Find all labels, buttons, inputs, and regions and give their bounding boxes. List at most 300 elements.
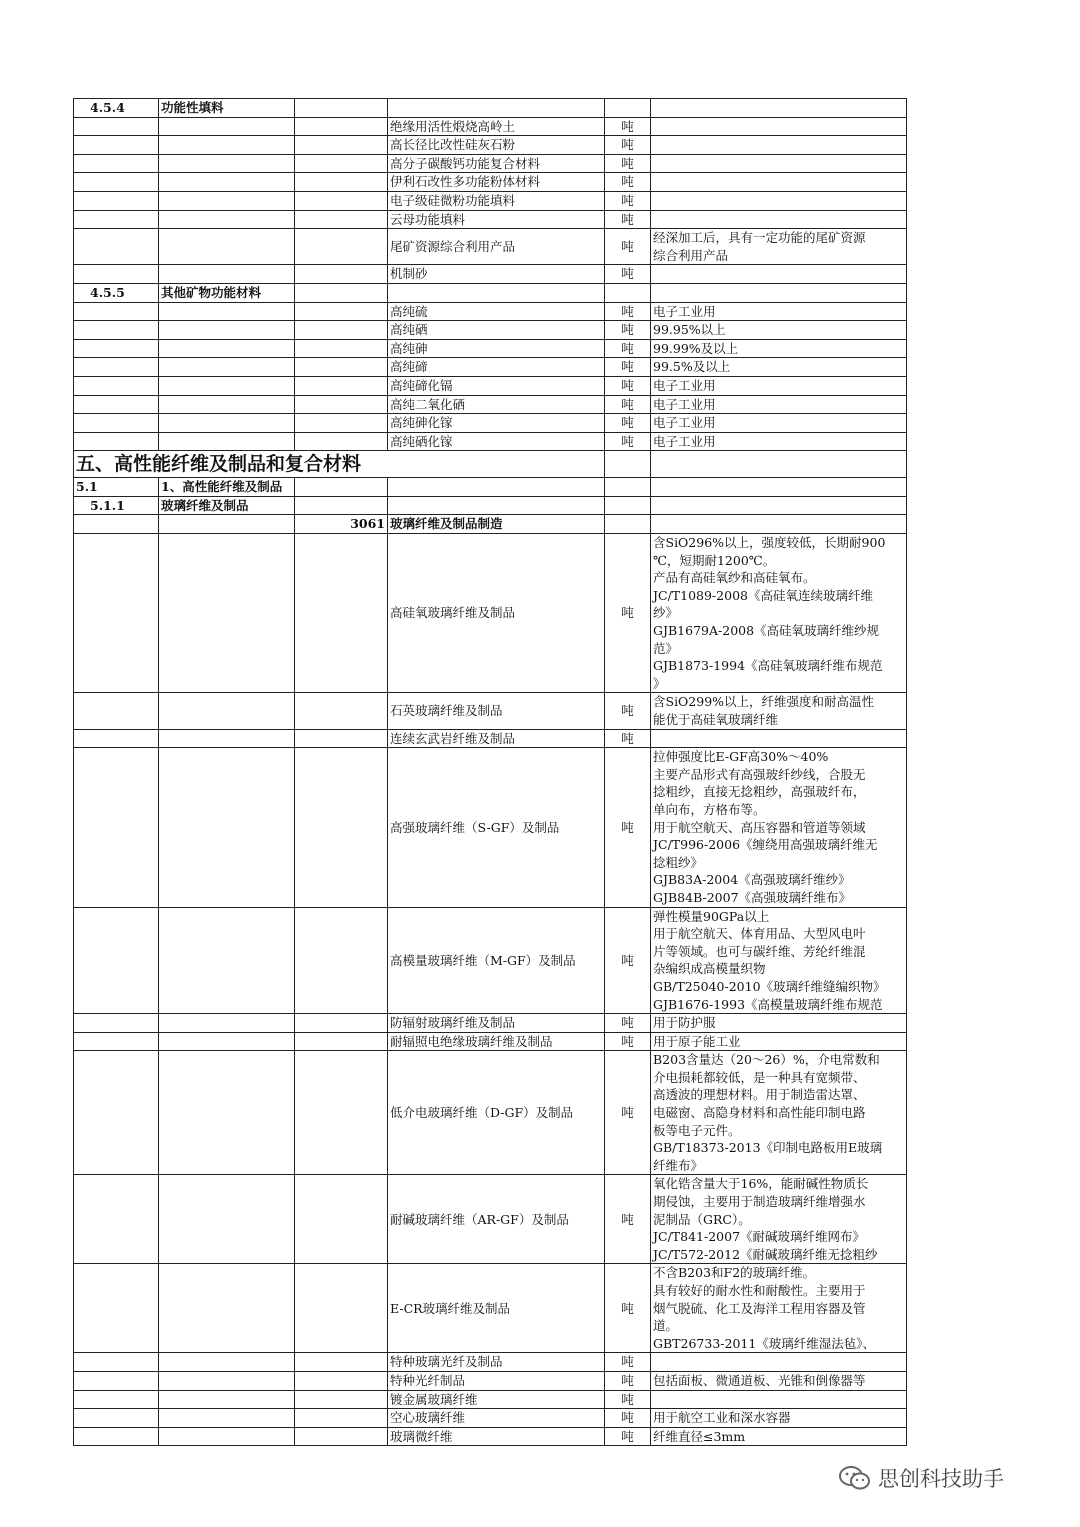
empty-cell bbox=[74, 136, 159, 155]
note-line: 道。 bbox=[653, 1318, 679, 1334]
note-line: GB/T18373-2013《印制电路板用E玻璃 bbox=[653, 1140, 883, 1156]
empty-cell bbox=[295, 1032, 388, 1051]
table-row bbox=[74, 1014, 907, 1033]
unit: 吨 bbox=[605, 339, 651, 358]
empty-cell bbox=[74, 210, 159, 229]
section-code: 5.1 bbox=[74, 478, 159, 497]
unit: 吨 bbox=[605, 229, 651, 265]
empty-cell bbox=[295, 496, 388, 515]
product-name: 电子级硅微粉功能填料 bbox=[388, 191, 605, 210]
unit: 吨 bbox=[605, 907, 651, 1014]
empty-cell bbox=[74, 117, 159, 136]
empty-cell bbox=[295, 1371, 388, 1390]
note-line: 电子工业用 bbox=[653, 415, 716, 431]
unit: 吨 bbox=[605, 358, 651, 377]
empty-cell bbox=[295, 376, 388, 395]
empty-cell bbox=[159, 1014, 295, 1033]
product-name: 绝缘用活性煅烧高岭土 bbox=[388, 117, 605, 136]
industry-code: 3061 bbox=[295, 515, 388, 534]
empty-cell bbox=[74, 1014, 159, 1033]
table-row bbox=[74, 321, 907, 340]
note-line: JC/T1089-2008《高硅氧连续玻璃纤维 bbox=[653, 587, 873, 603]
empty-cell bbox=[74, 1051, 159, 1175]
note-line: 产品有高硅氧纱和高硅氧布。 bbox=[653, 570, 816, 586]
note-line: 烟气脱硫、化工及海洋工程用容器及管 bbox=[653, 1300, 866, 1316]
empty-cell bbox=[74, 191, 159, 210]
empty-cell bbox=[159, 302, 295, 321]
unit: 吨 bbox=[605, 1032, 651, 1051]
product-name: 镀金属玻璃纤维 bbox=[388, 1390, 605, 1409]
empty-cell bbox=[295, 1175, 388, 1264]
note-line: GJB84B-2007《高强玻璃纤维布》 bbox=[653, 889, 852, 905]
table-row bbox=[74, 376, 907, 395]
note-cell bbox=[651, 1264, 907, 1353]
note-line: 弹性模量90GPa以上 bbox=[653, 908, 770, 924]
section-name: 玻璃纤维及制品 bbox=[159, 496, 295, 515]
note-cell bbox=[651, 748, 907, 907]
note-cell bbox=[651, 1032, 907, 1051]
empty-cell bbox=[388, 496, 605, 515]
empty-cell bbox=[295, 748, 388, 907]
note-line: 综合利用产品 bbox=[653, 247, 729, 263]
empty-cell bbox=[74, 376, 159, 395]
table-row bbox=[74, 748, 907, 907]
empty-cell bbox=[74, 1390, 159, 1409]
unit: 吨 bbox=[605, 432, 651, 451]
note-line: 电子工业用 bbox=[653, 377, 716, 393]
note-cell bbox=[651, 534, 907, 693]
section-code: 5.1.1 bbox=[74, 496, 159, 515]
note-cell bbox=[651, 154, 907, 173]
empty-cell bbox=[295, 339, 388, 358]
note-cell bbox=[651, 229, 907, 265]
empty-cell bbox=[74, 414, 159, 433]
note-line: 捻粗纱》 bbox=[653, 854, 704, 870]
empty-cell bbox=[651, 451, 907, 478]
watermark bbox=[838, 1463, 1004, 1493]
empty-cell bbox=[295, 693, 388, 729]
note-cell bbox=[651, 302, 907, 321]
note-cell bbox=[651, 173, 907, 192]
section-name: 1、高性能纤维及制品 bbox=[159, 478, 295, 497]
note-line: 经深加工后，具有一定功能的尾矿资源 bbox=[653, 230, 866, 246]
empty-cell bbox=[159, 1390, 295, 1409]
table-row bbox=[74, 515, 907, 534]
product-name: 高模量玻璃纤维（M-GF）及制品 bbox=[388, 907, 605, 1014]
unit: 吨 bbox=[605, 693, 651, 729]
note-line: 用于原子能工业 bbox=[653, 1033, 741, 1049]
note-line: 包括面板、微通道板、光锥和倒像器等 bbox=[653, 1372, 866, 1388]
product-name: 特种玻璃光纤及制品 bbox=[388, 1353, 605, 1372]
unit: 吨 bbox=[605, 117, 651, 136]
note-line: GJB1679A-2008《高硅氧玻璃纤维纱规 bbox=[653, 623, 880, 639]
note-line: JC/T572-2012《耐碱玻璃纤维无捻粗纱 bbox=[653, 1246, 878, 1262]
note-cell bbox=[651, 339, 907, 358]
unit: 吨 bbox=[605, 154, 651, 173]
empty-cell bbox=[651, 515, 907, 534]
empty-cell bbox=[605, 478, 651, 497]
product-name: 尾矿资源综合利用产品 bbox=[388, 229, 605, 265]
note-cell bbox=[651, 117, 907, 136]
empty-cell bbox=[605, 283, 651, 302]
note-cell bbox=[651, 729, 907, 748]
watermark-text: 思创科技助手 bbox=[878, 1467, 1004, 1491]
empty-cell bbox=[605, 99, 651, 118]
note-line: 》 bbox=[653, 675, 666, 691]
note-line: 电子工业用 bbox=[653, 433, 716, 449]
table-row bbox=[74, 395, 907, 414]
product-name: 高硅氧玻璃纤维及制品 bbox=[388, 534, 605, 693]
empty-cell bbox=[159, 1353, 295, 1372]
empty-cell bbox=[295, 117, 388, 136]
unit: 吨 bbox=[605, 729, 651, 748]
note-line: 含SiO299%以上，纤维强度和耐高温性 bbox=[653, 694, 875, 710]
note-line: 拉伸强度比E-GF高30%～40% bbox=[653, 749, 829, 765]
note-line: 不含B203和F2的玻璃纤维。 bbox=[653, 1265, 816, 1281]
note-line: 99.95%以上 bbox=[653, 322, 726, 338]
empty-cell bbox=[388, 99, 605, 118]
empty-cell bbox=[159, 395, 295, 414]
empty-cell bbox=[651, 496, 907, 515]
note-cell bbox=[651, 210, 907, 229]
note-line: ℃，短期耐1200℃。 bbox=[653, 552, 776, 568]
empty-cell bbox=[74, 729, 159, 748]
product-name: 低介电玻璃纤维（D-GF）及制品 bbox=[388, 1051, 605, 1175]
empty-cell bbox=[74, 693, 159, 729]
unit: 吨 bbox=[605, 136, 651, 155]
product-name: 高强玻璃纤维（S-GF）及制品 bbox=[388, 748, 605, 907]
note-line: 用于防护服 bbox=[653, 1015, 716, 1031]
table-row bbox=[74, 1175, 907, 1264]
unit: 吨 bbox=[605, 395, 651, 414]
empty-cell bbox=[74, 1371, 159, 1390]
table-row bbox=[74, 1390, 907, 1409]
note-cell bbox=[651, 1390, 907, 1409]
note-line: 纤维布》 bbox=[653, 1157, 704, 1173]
empty-cell bbox=[605, 515, 651, 534]
empty-cell bbox=[295, 1427, 388, 1446]
empty-cell bbox=[605, 496, 651, 515]
note-line: 纤维直径≤3mm bbox=[653, 1428, 746, 1444]
unit: 吨 bbox=[605, 1390, 651, 1409]
empty-cell bbox=[74, 748, 159, 907]
product-name: 高分子碳酸钙功能复合材料 bbox=[388, 154, 605, 173]
empty-cell bbox=[74, 229, 159, 265]
note-cell bbox=[651, 265, 907, 284]
empty-cell bbox=[295, 302, 388, 321]
note-cell bbox=[651, 395, 907, 414]
empty-cell bbox=[159, 173, 295, 192]
unit: 吨 bbox=[605, 376, 651, 395]
empty-cell bbox=[651, 283, 907, 302]
empty-cell bbox=[74, 358, 159, 377]
empty-cell bbox=[74, 1175, 159, 1264]
empty-cell bbox=[159, 534, 295, 693]
empty-cell bbox=[159, 1032, 295, 1051]
empty-cell bbox=[295, 136, 388, 155]
note-cell bbox=[651, 1051, 907, 1175]
product-name: 云母功能填料 bbox=[388, 210, 605, 229]
table-row bbox=[74, 478, 907, 497]
empty-cell bbox=[295, 1390, 388, 1409]
product-name: E-CR玻璃纤维及制品 bbox=[388, 1264, 605, 1353]
unit: 吨 bbox=[605, 534, 651, 693]
note-line: 范》 bbox=[653, 640, 679, 656]
empty-cell bbox=[388, 478, 605, 497]
empty-cell bbox=[74, 395, 159, 414]
empty-cell bbox=[295, 358, 388, 377]
empty-cell bbox=[295, 1353, 388, 1372]
empty-cell bbox=[159, 414, 295, 433]
empty-cell bbox=[651, 99, 907, 118]
table-row bbox=[74, 302, 907, 321]
unit: 吨 bbox=[605, 1427, 651, 1446]
note-line: 含SiO296%以上，强度较低，长期耐900 bbox=[653, 535, 886, 551]
wechat-icon bbox=[838, 1464, 872, 1492]
empty-cell bbox=[74, 1427, 159, 1446]
empty-cell bbox=[295, 283, 388, 302]
note-line: 能优于高硅氧玻璃纤维 bbox=[653, 712, 779, 727]
empty-cell bbox=[74, 265, 159, 284]
note-cell bbox=[651, 414, 907, 433]
empty-cell bbox=[605, 451, 651, 478]
product-name: 高长径比改性硅灰石粉 bbox=[388, 136, 605, 155]
note-line: 电子工业用 bbox=[653, 396, 716, 412]
note-cell bbox=[651, 907, 907, 1014]
note-line: 纱》 bbox=[653, 605, 679, 621]
empty-cell bbox=[159, 1409, 295, 1428]
note-cell bbox=[651, 693, 907, 729]
empty-cell bbox=[295, 907, 388, 1014]
note-line: 电磁窗、高隐身材料和高性能印制电路 bbox=[653, 1105, 866, 1121]
note-line: B203含量达（20～26）%，介电常数和 bbox=[653, 1052, 880, 1068]
empty-cell bbox=[74, 321, 159, 340]
unit: 吨 bbox=[605, 748, 651, 907]
empty-cell bbox=[295, 432, 388, 451]
table-row bbox=[74, 1264, 907, 1353]
table-row bbox=[74, 1353, 907, 1372]
unit: 吨 bbox=[605, 1353, 651, 1372]
catalog-table bbox=[73, 98, 907, 1446]
unit: 吨 bbox=[605, 414, 651, 433]
note-line: 片等领域。也可与碳纤维、芳纶纤维混 bbox=[653, 943, 866, 959]
section-name: 功能性填料 bbox=[159, 99, 295, 118]
table-row bbox=[74, 1051, 907, 1175]
note-line: 电子工业用 bbox=[653, 303, 716, 319]
note-cell bbox=[651, 321, 907, 340]
unit: 吨 bbox=[605, 1371, 651, 1390]
empty-cell bbox=[159, 191, 295, 210]
table-row bbox=[74, 265, 907, 284]
table-row bbox=[74, 414, 907, 433]
empty-cell bbox=[74, 515, 159, 534]
unit: 吨 bbox=[605, 210, 651, 229]
empty-cell bbox=[295, 191, 388, 210]
product-name: 高纯硫 bbox=[388, 302, 605, 321]
table-row bbox=[74, 154, 907, 173]
empty-cell bbox=[651, 478, 907, 497]
note-line: 期侵蚀，主要用于制造玻璃纤维增强水 bbox=[653, 1194, 866, 1210]
note-cell bbox=[651, 1014, 907, 1033]
empty-cell bbox=[159, 154, 295, 173]
table-row bbox=[74, 229, 907, 265]
empty-cell bbox=[159, 1427, 295, 1446]
note-line: 杂编织成高模量织物 bbox=[653, 961, 766, 977]
product-name: 玻璃微纤维 bbox=[388, 1427, 605, 1446]
table-row bbox=[74, 283, 907, 302]
empty-cell bbox=[159, 376, 295, 395]
unit: 吨 bbox=[605, 1051, 651, 1175]
unit: 吨 bbox=[605, 1014, 651, 1033]
note-cell bbox=[651, 1175, 907, 1264]
product-name: 高纯硒 bbox=[388, 321, 605, 340]
section-name: 其他矿物功能材料 bbox=[159, 283, 295, 302]
note-line: 介电损耗都较低，是一种具有宽频带、 bbox=[653, 1069, 866, 1085]
product-name: 石英玻璃纤维及制品 bbox=[388, 693, 605, 729]
empty-cell bbox=[74, 154, 159, 173]
empty-cell bbox=[159, 117, 295, 136]
empty-cell bbox=[159, 515, 295, 534]
table-row bbox=[74, 191, 907, 210]
empty-cell bbox=[295, 1409, 388, 1428]
product-name: 高纯碲 bbox=[388, 358, 605, 377]
empty-cell bbox=[74, 907, 159, 1014]
empty-cell bbox=[295, 534, 388, 693]
product-name: 伊利石改性多功能粉体材料 bbox=[388, 173, 605, 192]
empty-cell bbox=[159, 1175, 295, 1264]
empty-cell bbox=[74, 1264, 159, 1353]
empty-cell bbox=[159, 748, 295, 907]
empty-cell bbox=[74, 534, 159, 693]
unit: 吨 bbox=[605, 173, 651, 192]
empty-cell bbox=[295, 395, 388, 414]
empty-cell bbox=[295, 321, 388, 340]
unit: 吨 bbox=[605, 1175, 651, 1264]
unit: 吨 bbox=[605, 191, 651, 210]
note-line: 具有较好的耐水性和耐酸性。主要用于 bbox=[653, 1283, 866, 1298]
note-cell bbox=[651, 1371, 907, 1390]
note-line: 主要产品形式有高强玻纤纱线，合股无 bbox=[653, 766, 866, 782]
table-row bbox=[74, 729, 907, 748]
note-line: 氧化锆含量大于16%，能耐碱性物质长 bbox=[653, 1176, 869, 1192]
table-row bbox=[74, 99, 907, 118]
unit: 吨 bbox=[605, 302, 651, 321]
note-line: JC/T996-2006《缠绕用高强玻璃纤维无 bbox=[653, 837, 878, 853]
empty-cell bbox=[295, 1014, 388, 1033]
table-row bbox=[74, 432, 907, 451]
empty-cell bbox=[159, 229, 295, 265]
note-cell bbox=[651, 1409, 907, 1428]
note-line: 用于航空工业和深水容器 bbox=[653, 1410, 791, 1426]
empty-cell bbox=[159, 358, 295, 377]
empty-cell bbox=[295, 154, 388, 173]
product-name: 机制砂 bbox=[388, 265, 605, 284]
empty-cell bbox=[295, 729, 388, 748]
product-name: 高纯硒化镓 bbox=[388, 432, 605, 451]
table-row bbox=[74, 693, 907, 729]
note-cell bbox=[651, 1353, 907, 1372]
chapter-heading: 五、高性能纤维及制品和复合材料 bbox=[74, 451, 605, 478]
empty-cell bbox=[74, 432, 159, 451]
empty-cell bbox=[159, 210, 295, 229]
product-name: 高纯二氧化硒 bbox=[388, 395, 605, 414]
empty-cell bbox=[159, 907, 295, 1014]
unit: 吨 bbox=[605, 265, 651, 284]
note-line: 板等电子元件。 bbox=[653, 1122, 741, 1138]
empty-cell bbox=[159, 136, 295, 155]
empty-cell bbox=[159, 693, 295, 729]
empty-cell bbox=[295, 265, 388, 284]
unit: 吨 bbox=[605, 1264, 651, 1353]
note-line: JC/T841-2007《耐碱玻璃纤维网布》 bbox=[653, 1229, 866, 1245]
note-line: 泥制品（GRC）。 bbox=[653, 1211, 751, 1227]
unit: 吨 bbox=[605, 1409, 651, 1428]
note-cell bbox=[651, 358, 907, 377]
note-line: 用于航空航天、体育用品、大型风电叶 bbox=[653, 926, 866, 942]
note-line: 捻粗纱，直接无捻粗纱，高强玻纤布， bbox=[653, 784, 866, 800]
empty-cell bbox=[159, 1371, 295, 1390]
empty-cell bbox=[74, 1409, 159, 1428]
note-line: 高透波的理想材料。用于制造雷达罩、 bbox=[653, 1087, 866, 1103]
section-code: 4.5.4 bbox=[74, 99, 159, 118]
empty-cell bbox=[295, 1264, 388, 1353]
note-line: GJB83A-2004《高强玻璃纤维纱》 bbox=[653, 872, 851, 888]
table-row bbox=[74, 117, 907, 136]
empty-cell bbox=[295, 229, 388, 265]
product-name: 连续玄武岩纤维及制品 bbox=[388, 729, 605, 748]
product-name: 防辐射玻璃纤维及制品 bbox=[388, 1014, 605, 1033]
note-line: 99.5%及以上 bbox=[653, 359, 731, 375]
table-row bbox=[74, 534, 907, 693]
note-line: 单向布，方格布等。 bbox=[653, 801, 766, 817]
note-line: 99.99%及以上 bbox=[653, 340, 739, 356]
table-row bbox=[74, 907, 907, 1014]
empty-cell bbox=[295, 99, 388, 118]
product-name: 耐辐照电绝缘玻璃纤维及制品 bbox=[388, 1032, 605, 1051]
empty-cell bbox=[388, 283, 605, 302]
empty-cell bbox=[74, 339, 159, 358]
empty-cell bbox=[74, 1353, 159, 1372]
section-code: 4.5.5 bbox=[74, 283, 159, 302]
empty-cell bbox=[159, 339, 295, 358]
empty-cell bbox=[159, 265, 295, 284]
note-cell bbox=[651, 136, 907, 155]
empty-cell bbox=[159, 1264, 295, 1353]
product-name: 高纯砷化镓 bbox=[388, 414, 605, 433]
industry-name: 玻璃纤维及制品制造 bbox=[388, 515, 605, 534]
note-cell bbox=[651, 1427, 907, 1446]
empty-cell bbox=[74, 173, 159, 192]
empty-cell bbox=[295, 478, 388, 497]
product-name: 耐碱玻璃纤维（AR-GF）及制品 bbox=[388, 1175, 605, 1264]
empty-cell bbox=[295, 1051, 388, 1175]
product-name: 高纯碲化镉 bbox=[388, 376, 605, 395]
table-row bbox=[74, 1032, 907, 1051]
empty-cell bbox=[74, 1032, 159, 1051]
empty-cell bbox=[159, 432, 295, 451]
empty-cell bbox=[295, 414, 388, 433]
table-row bbox=[74, 496, 907, 515]
note-line: 用于航空航天、高压容器和管道等领域 bbox=[653, 819, 866, 835]
empty-cell bbox=[295, 173, 388, 192]
empty-cell bbox=[159, 729, 295, 748]
product-name: 空心玻璃纤维 bbox=[388, 1409, 605, 1428]
note-cell bbox=[651, 376, 907, 395]
table-row bbox=[74, 339, 907, 358]
note-cell bbox=[651, 432, 907, 451]
empty-cell bbox=[159, 321, 295, 340]
table-row bbox=[74, 173, 907, 192]
